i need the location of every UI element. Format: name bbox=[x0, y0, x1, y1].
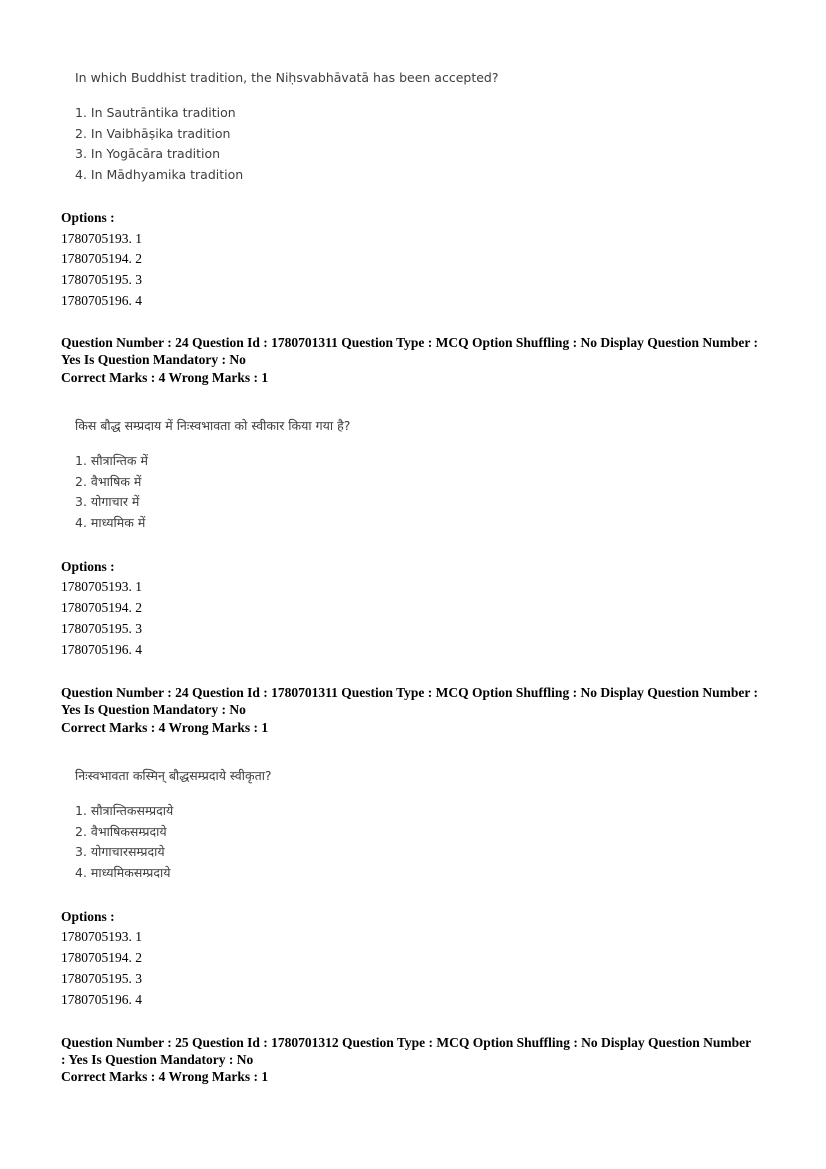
question-choice: 3. In Yogācāra tradition bbox=[75, 146, 221, 162]
question-choice: 2. वैभाषिक में bbox=[75, 473, 142, 489]
question-choice: 3. योगाचार में bbox=[75, 494, 140, 510]
question-choices bbox=[75, 451, 350, 534]
option-row: 1780705194. 2 bbox=[61, 600, 142, 615]
question-image-hindi bbox=[75, 418, 350, 534]
question-meta-line: Question Number : 24 Question Id : 1780701311 Question Type : MCQ Option Shuffling : No Display Question Number : bbox=[61, 685, 758, 700]
question-meta bbox=[61, 335, 776, 368]
question-meta bbox=[61, 1035, 776, 1068]
question-meta bbox=[61, 685, 776, 718]
question-choice: 1. In Sautrāntika tradition bbox=[75, 105, 236, 120]
question-text: In which Buddhist tradition, the Niḥsvabhāvatā has been accepted? bbox=[75, 70, 499, 85]
question-meta-line: : Yes Is Question Mandatory : No bbox=[61, 1051, 254, 1067]
option-row: 1780705193. 1 bbox=[61, 231, 142, 246]
option-row: 1780705196. 4 bbox=[61, 992, 142, 1007]
option-row: 1780705194. 2 bbox=[61, 251, 142, 266]
option-row: 1780705195. 3 bbox=[61, 621, 142, 636]
option-row: 1780705193. 1 bbox=[61, 929, 142, 944]
question-choice: 1. सौत्रान्तिकसम्प्रदाये bbox=[75, 803, 174, 818]
option-row: 1780705196. 4 bbox=[61, 293, 142, 308]
option-row: 1780705195. 3 bbox=[61, 272, 142, 287]
question-choice: 4. In Mādhyamika tradition bbox=[75, 167, 244, 183]
question-marks: Correct Marks : 4 Wrong Marks : 1 bbox=[61, 1069, 269, 1084]
question-marks: Correct Marks : 4 Wrong Marks : 1 bbox=[61, 370, 269, 385]
question-marks: Correct Marks : 4 Wrong Marks : 1 bbox=[61, 720, 269, 735]
options-heading: Options : bbox=[61, 559, 115, 574]
option-row: 1780705193. 1 bbox=[61, 579, 142, 594]
question-choice: 4. माध्यमिकसम्प्रदाये bbox=[75, 865, 171, 881]
question-text: निःस्वभावता कस्मिन् बौद्धसम्प्रदाये स्वीकृता? bbox=[75, 768, 272, 783]
option-row: 1780705195. 3 bbox=[61, 971, 142, 986]
question-choice: 2. वैभाषिकसम्प्रदाये bbox=[75, 823, 167, 839]
question-choices bbox=[75, 103, 499, 186]
question-choice: 3. योगाचारसम्प्रदाये bbox=[75, 844, 165, 860]
question-image-english bbox=[75, 70, 499, 186]
question-choice: 1. सौत्रान्तिक में bbox=[75, 453, 148, 468]
question-choice: 2. In Vaibhāṣika tradition bbox=[75, 125, 231, 141]
option-row: 1780705196. 4 bbox=[61, 642, 142, 657]
question-text: किस बौद्ध सम्प्रदाय में निःस्वभावता को स्वीकार किया गया है? bbox=[75, 418, 351, 433]
question-meta-line: Yes Is Question Mandatory : No bbox=[61, 701, 246, 717]
question-meta-line: Question Number : 25 Question Id : 1780701312 Question Type : MCQ Option Shuffling : No Display Question Number bbox=[61, 1035, 752, 1050]
question-choices bbox=[75, 801, 272, 884]
question-meta-line: Yes Is Question Mandatory : No bbox=[61, 351, 246, 367]
question-choice: 4. माध्यमिक में bbox=[75, 515, 146, 531]
question-meta-line: Question Number : 24 Question Id : 1780701311 Question Type : MCQ Option Shuffling : No Display Question Number : bbox=[61, 335, 758, 350]
options-heading: Options : bbox=[61, 909, 115, 924]
options-heading: Options : bbox=[61, 210, 115, 225]
question-image-sanskrit bbox=[75, 768, 272, 884]
option-row: 1780705194. 2 bbox=[61, 950, 142, 965]
